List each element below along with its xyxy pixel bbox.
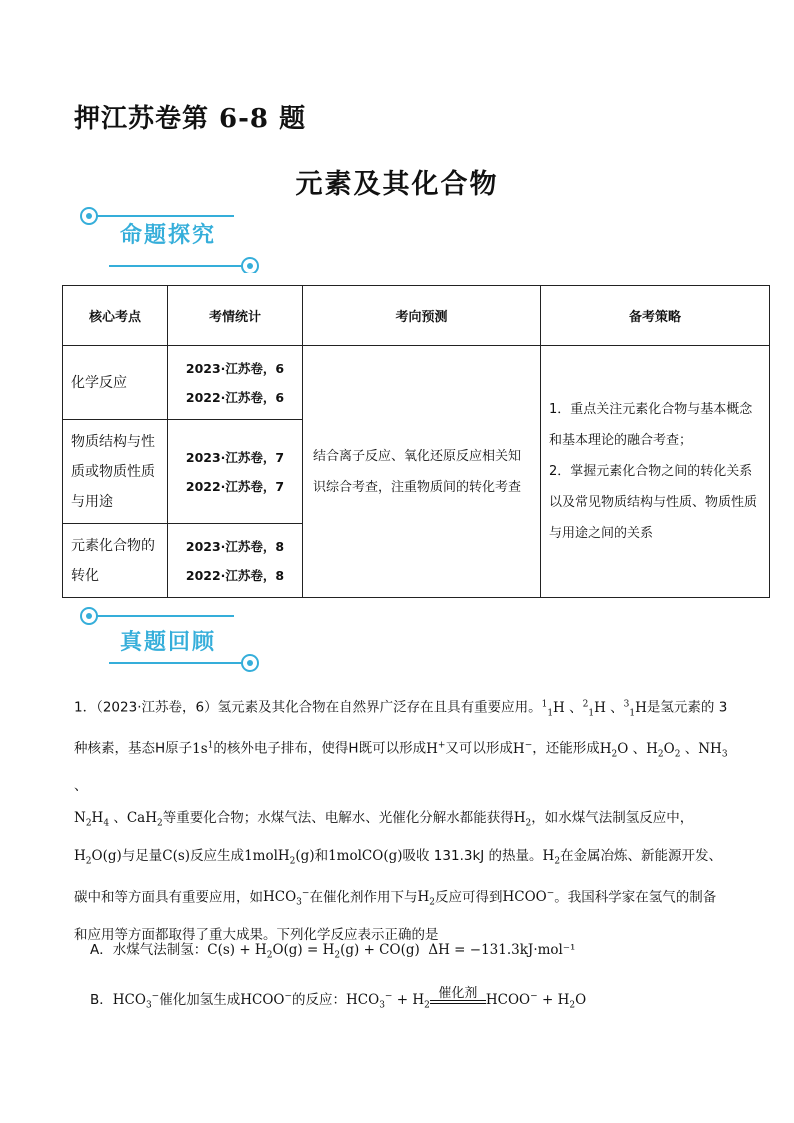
question-line: 种核素，基态H原子$1s^1$的核外电子排布，使得H既可以形成H+又可以形成H−，还能形成$H_2O$ 、$H_2O_2$ 、$NH_3$ 、 bbox=[74, 740, 728, 795]
prediction-cell: 结合离子反应、氧化还原反应相关知识综合考查，注重物质间的转化考查 bbox=[303, 346, 541, 598]
section-banner-review bbox=[74, 603, 270, 673]
text-span: 在催化剂作用下与 bbox=[309, 889, 418, 906]
text-span: 反应可得到 bbox=[434, 889, 503, 906]
text-span: 和 bbox=[314, 848, 329, 865]
stat-line: 2023·江苏卷，7 bbox=[185, 449, 285, 465]
question-line: 和应用等方面都取得了重大成果。下列化学反应表示正确的是 bbox=[74, 926, 439, 943]
text-span: 吸收 131.3kJ 的热量。 bbox=[402, 848, 543, 865]
section-banner-exploration bbox=[74, 203, 270, 273]
stat-line: 2023·江苏卷，8 bbox=[185, 538, 285, 554]
text-span: 种核素，基态H原子 bbox=[74, 740, 193, 757]
stat-line: 2022·江苏卷，8 bbox=[185, 567, 285, 583]
question-line: 碳中和等方面具有重要应用，如$HCO_3^-$在催化剂作用下与$H_2$反应可得到HCOO−。我国科学家在氢气的制备 bbox=[74, 888, 717, 908]
table-header: 考向预测 bbox=[303, 286, 541, 346]
section-title: 命题探究 bbox=[120, 223, 217, 248]
table-header: 核心考点 bbox=[63, 286, 168, 346]
question-prefix: 1．（2023·江苏卷，6）氢元素及其化合物在自然界广泛存在且具有重要应用。 bbox=[74, 699, 542, 716]
strategy-cell bbox=[541, 346, 770, 598]
strategy-line: 2．掌握元素化合物之间的转化关系以及常见物质结构与性质、物质性质与用途之间的关系 bbox=[549, 464, 758, 541]
text-span: ，还能形成 bbox=[532, 740, 600, 757]
question-text bbox=[74, 688, 734, 951]
text-span: 在金属冶炼、新能源开发、 bbox=[560, 848, 723, 865]
text-span: 是氢元素的 3 bbox=[646, 699, 728, 716]
text-span: 与足量 bbox=[121, 848, 163, 865]
option-label: B． bbox=[90, 992, 113, 1008]
topic-cell: 元素化合物的转化 bbox=[63, 524, 168, 598]
stats-cell bbox=[168, 524, 303, 598]
text-span: 又可以形成 bbox=[445, 740, 513, 757]
option-b[interactable]: B．$HCO_3^-$催化加氢生成HCOO−的反应：$HCO_3^- + H_2$ 催化剂 HCOO− + $H_2O$ bbox=[90, 988, 586, 1011]
topic-cell: 化学反应 bbox=[63, 346, 168, 420]
table-header: 考情统计 bbox=[168, 286, 303, 346]
page-subtitle: 元素及其化合物 bbox=[295, 169, 499, 200]
table-header: 备考策略 bbox=[541, 286, 770, 346]
question-line: 1．（2023·江苏卷，6）氢元素及其化合物在自然界广泛存在且具有重要应用。$^1_1$H 、$^2_1$H 、$^3_1$H是氢元素的 3 bbox=[74, 699, 728, 719]
text-span: 的反应： bbox=[292, 992, 347, 1008]
option-label: A．水煤气法制氢： bbox=[90, 942, 208, 958]
stats-cell bbox=[168, 346, 303, 420]
text-span: 等重要化合物；水煤气法、电解水、光催化分解水都能获得 bbox=[162, 810, 514, 827]
stat-line: 2022·江苏卷，6 bbox=[185, 389, 285, 405]
page-title: 押江苏卷第 6-8 题 bbox=[74, 104, 307, 134]
option-a[interactable]: A．水煤气法制氢：$C(s) + H_2O(g) = H_2(g) + CO(g) \Delta H = -131.3kJ\cdot mol^{-1}$ bbox=[90, 942, 576, 961]
text-span: ，如水煤气法制氢反应中， bbox=[531, 810, 694, 827]
text-span: 碳中和等方面具有重要应用，如 bbox=[74, 889, 263, 906]
section-title: 真题回顾 bbox=[120, 630, 217, 655]
text-span: 催化加氢生成 bbox=[159, 992, 241, 1008]
question-line: $H_2O(g)$与足量C(s)反应生成1molH$_2$(g)和1molCO(g)吸收 131.3kJ 的热量。$H_2$在金属冶炼、新能源开发、 bbox=[74, 848, 723, 867]
exam-analysis-table bbox=[62, 285, 770, 598]
topic-cell: 物质结构与性质或物质性质与用途 bbox=[63, 420, 168, 524]
stat-line: 2022·江苏卷，7 bbox=[185, 478, 285, 494]
catalyst-label: 催化剂 bbox=[438, 986, 478, 1001]
text-span: 反应生成 bbox=[190, 848, 245, 865]
question-line: $N_2H_4$ 、CaH$_2$等重要化合物；水煤气法、电解水、光催化分解水都能获得$H_2$，如水煤气法制氢反应中， bbox=[74, 810, 694, 830]
enthalpy-value: ΔH = −131.3kJ·mol⁻¹ bbox=[428, 942, 576, 958]
stat-line: 2023·江苏卷，6 bbox=[185, 360, 285, 376]
stats-cell bbox=[168, 420, 303, 524]
strategy-line: 1．重点关注元素化合物与基本概念和基本理论的融合考查； bbox=[549, 402, 753, 448]
text-span: 。我国科学家在氢气的制备 bbox=[554, 889, 717, 906]
text-span: 的核外电子排布，使得H既可以形成 bbox=[213, 740, 427, 757]
